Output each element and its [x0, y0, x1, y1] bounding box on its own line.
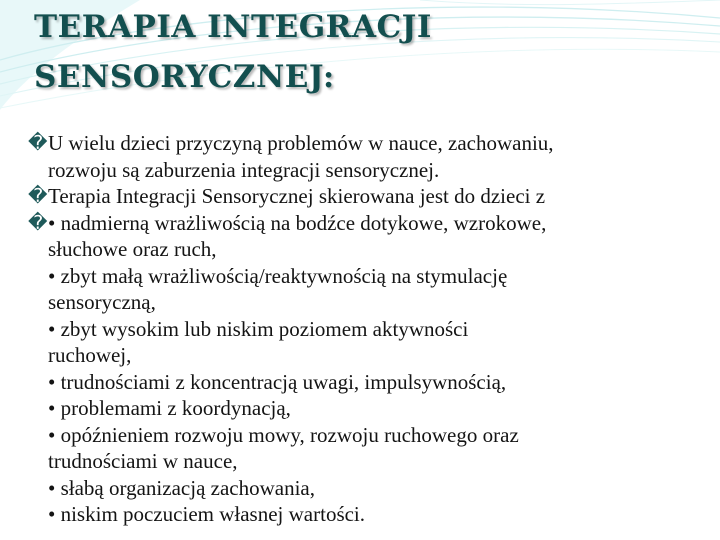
bullet-icon: � [28, 211, 48, 234]
text-line: U wielu dzieci przyczyną problemów w nauce, zachowaniu, [48, 131, 554, 155]
list-item: • problemami z koordynacją, [48, 396, 291, 420]
paragraph-intro [28, 130, 688, 183]
list-item: • nadmierną wrażliwością na bodźce dotykowe, wzrokowe, [48, 210, 547, 235]
list-item: sensoryczną, [48, 290, 156, 314]
list-item: • trudnościami z koncentracją uwagi, impulsywnością, [48, 369, 507, 394]
list-item: • niskim poczuciem własnej wartości. [48, 502, 366, 526]
list-item: trudnościami w nauce, [48, 449, 238, 473]
list-item: słuchowe oraz ruch, [48, 237, 217, 261]
slide-body [28, 130, 688, 528]
list-item: • opóźnieniem rozwoju mowy, rozwoju ruchowego oraz [48, 422, 519, 447]
list-item: ruchowej, [48, 343, 132, 367]
list-item: • zbyt wysokim lub niskim poziomem aktywności [48, 316, 469, 341]
list-item: • zbyt małą wrażliwością/reaktywnością na stymulację [48, 263, 508, 288]
text-line: rozwoju są zaburzenia integracji sensorycznej. [48, 157, 440, 182]
bullet-icon: � [28, 132, 48, 154]
bullet-icon: � [28, 185, 48, 207]
text-line: Terapia Integracji Sensorycznej skierowana jest do dzieci z [48, 184, 546, 208]
slide-title [34, 2, 432, 102]
paragraph-symptom-list [28, 210, 688, 528]
title-line-1: TERAPIA INTEGRACJI [34, 9, 432, 45]
title-line-2: SENSORYCZNEJ: [34, 59, 335, 95]
paragraph-target [28, 183, 688, 210]
list-item: • słabą organizacją zachowania, [48, 475, 315, 500]
